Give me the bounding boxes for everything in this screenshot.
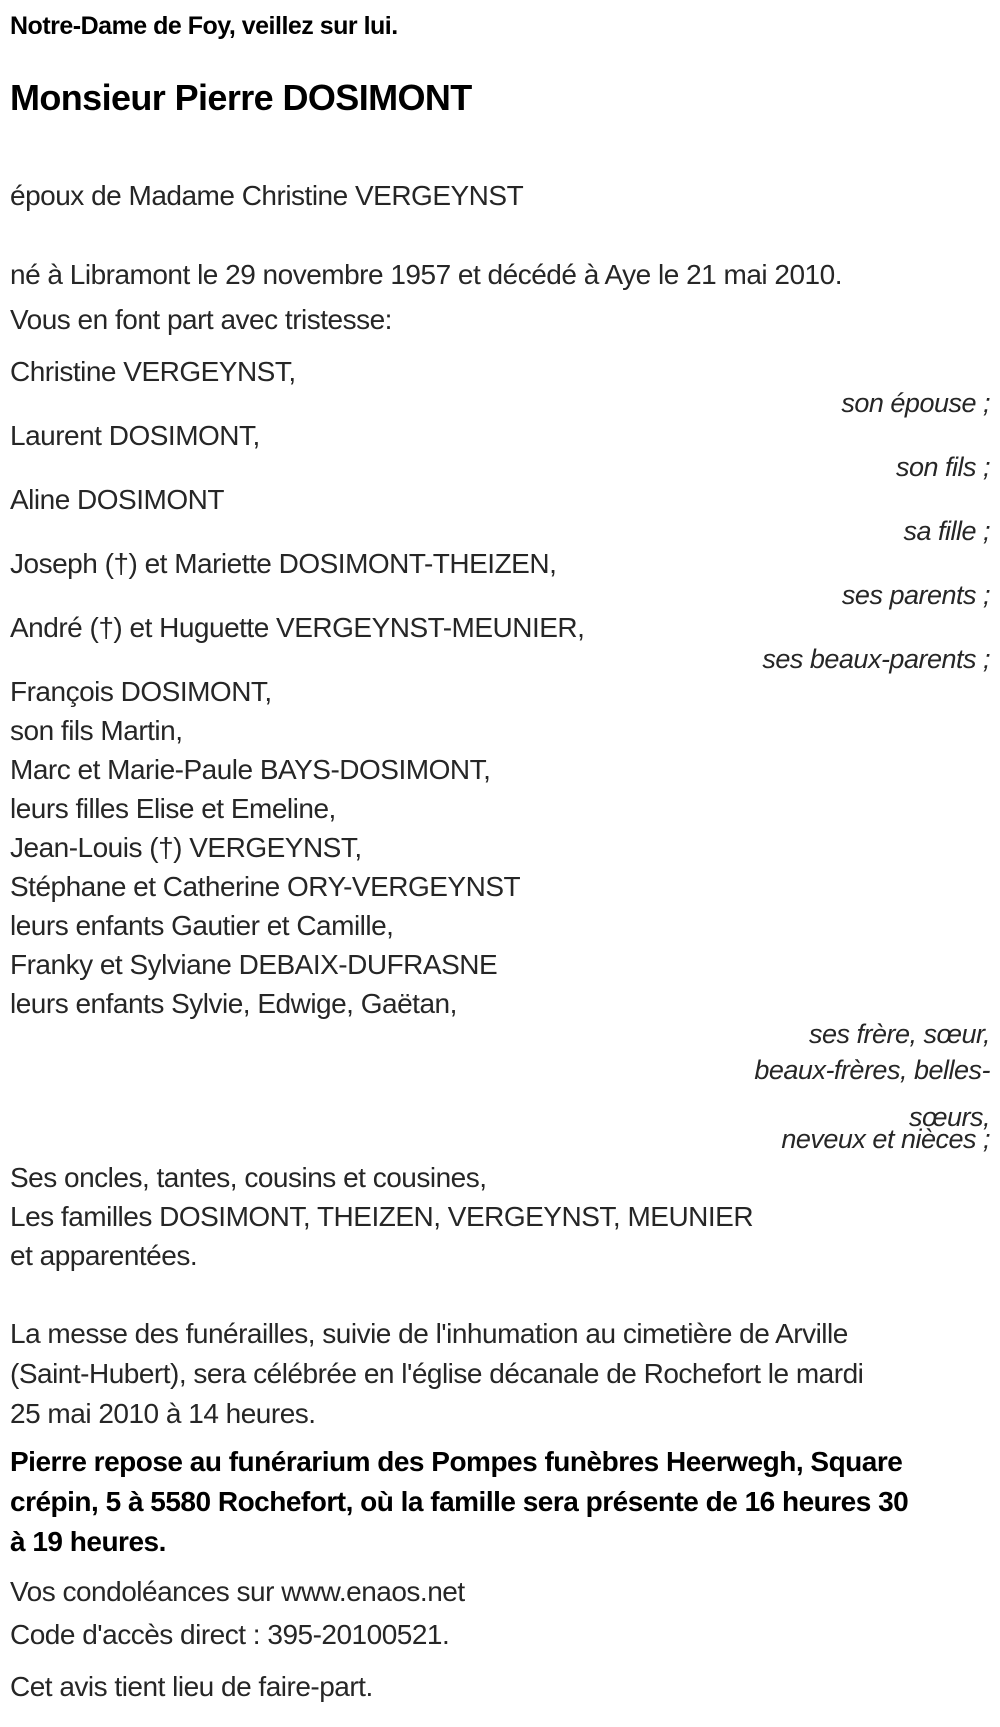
legal-notice-line: Cet avis tient lieu de faire-part. bbox=[10, 1671, 373, 1702]
mourner-entry bbox=[10, 480, 990, 544]
relation-label-line: neveux et nièces ; bbox=[781, 1124, 990, 1154]
mourner-entry bbox=[10, 544, 990, 608]
access-code-line: Code d'accès direct : 395-20100521. bbox=[10, 1619, 450, 1650]
relation-label: ses beaux-parents ; bbox=[762, 644, 990, 674]
birth-death-line: né à Libramont le 29 novembre 1957 et décédé à Aye le 21 mai 2010. bbox=[10, 259, 842, 290]
funeral-paragraph-line: 25 mai 2010 à 14 heures. bbox=[10, 1398, 316, 1429]
relatives-summary-line: et apparentées. bbox=[10, 1240, 198, 1271]
family-group-line: leurs filles Elise et Emeline, bbox=[10, 793, 336, 824]
mourner-name-line: Joseph (†) et Mariette DOSIMONT-THEIZEN, bbox=[10, 548, 557, 579]
repose-paragraph bbox=[10, 1442, 990, 1562]
repose-paragraph-line: Pierre repose au funérarium des Pompes funèbres Heerwegh, Square bbox=[10, 1446, 903, 1477]
funeral-paragraph-line: La messe des funérailles, suivie de l'inhumation au cimetière de Arville bbox=[10, 1318, 848, 1349]
spouse-line: époux de Madame Christine VERGEYNST bbox=[10, 180, 524, 211]
family-group-line: Jean-Louis (†) VERGEYNST, bbox=[10, 832, 362, 863]
deceased-name-title: Monsieur Pierre DOSIMONT bbox=[10, 77, 472, 118]
relatives-summary-line: Ses oncles, tantes, cousins et cousines, bbox=[10, 1162, 487, 1193]
relation-label-line: ses frère, sœur, bbox=[808, 1019, 990, 1049]
mourners-list bbox=[10, 352, 990, 1154]
relation-label-line: beaux-frères, belles- bbox=[754, 1055, 990, 1085]
announcement-line: Vous en font part avec tristesse: bbox=[10, 304, 392, 335]
relation-label: son épouse ; bbox=[841, 388, 990, 418]
mourner-name-line: Laurent DOSIMONT, bbox=[10, 420, 260, 451]
relation-label: sa fille ; bbox=[903, 516, 990, 546]
repose-paragraph-line: à 19 heures. bbox=[10, 1526, 166, 1557]
funeral-paragraph bbox=[10, 1314, 990, 1434]
family-group-line: Stéphane et Catherine ORY-VERGEYNST bbox=[10, 871, 521, 902]
mourner-name-line: Christine VERGEYNST, bbox=[10, 356, 296, 387]
family-group-line: leurs enfants Sylvie, Edwige, Gaëtan, bbox=[10, 988, 457, 1019]
funeral-paragraph-line: (Saint-Hubert), sera célébrée en l'église décanale de Rochefort le mardi bbox=[10, 1358, 864, 1389]
family-group-line: leurs enfants Gautier et Camille, bbox=[10, 910, 394, 941]
mourner-name-line: Aline DOSIMONT bbox=[10, 484, 224, 515]
mourner-entry bbox=[10, 352, 990, 416]
family-group-line: Franky et Sylviane DEBAIX-DUFRASNE bbox=[10, 949, 498, 980]
relation-label: ses parents ; bbox=[841, 580, 990, 610]
family-group-line: François DOSIMONT, bbox=[10, 676, 272, 707]
invocation-line: Notre-Dame de Foy, veillez sur lui. bbox=[10, 12, 398, 40]
mourner-entry bbox=[10, 608, 990, 672]
family-group-line: son fils Martin, bbox=[10, 715, 183, 746]
condolences-line: Vos condoléances sur www.enaos.net bbox=[10, 1576, 465, 1607]
mourner-entry bbox=[10, 416, 990, 480]
family-group-line: Marc et Marie-Paule BAYS-DOSIMONT, bbox=[10, 754, 491, 785]
family-group-entry bbox=[10, 672, 990, 1154]
mourner-name-line: André (†) et Huguette VERGEYNST-MEUNIER, bbox=[10, 612, 585, 643]
relation-label: son fils ; bbox=[895, 452, 990, 482]
relatives-summary-line: Les familles DOSIMONT, THEIZEN, VERGEYNST, MEUNIER bbox=[10, 1201, 754, 1232]
relation-label-line: sœurs, bbox=[909, 1102, 990, 1132]
repose-paragraph-line: crépin, 5 à 5580 Rochefort, où la famille sera présente de 16 heures 30 bbox=[10, 1486, 909, 1517]
relatives-summary bbox=[10, 1158, 990, 1275]
